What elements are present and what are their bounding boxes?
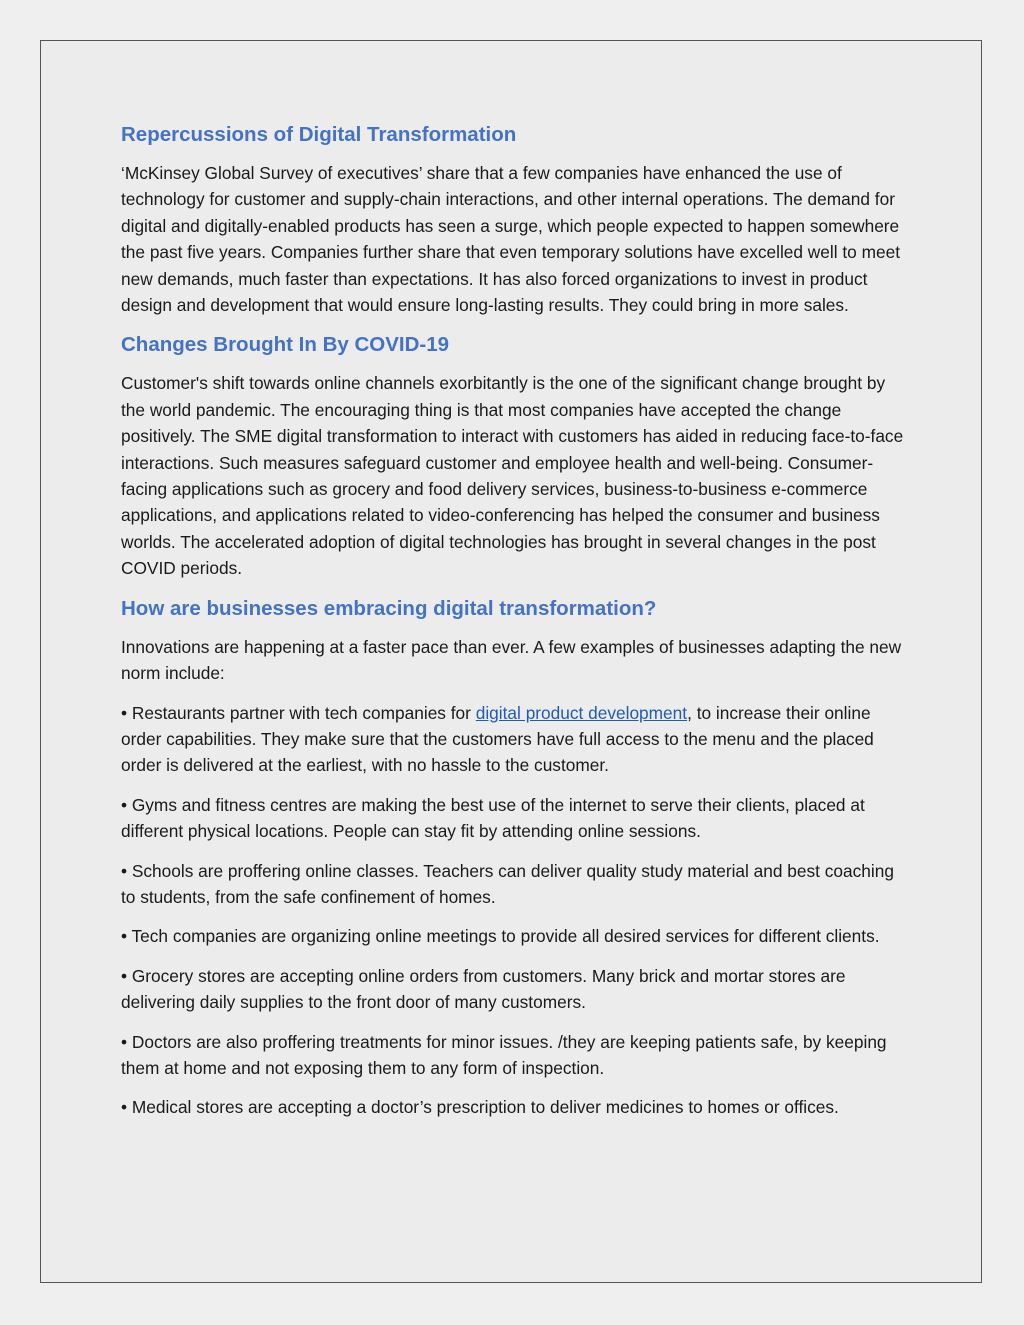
section-repercussions [121, 121, 911, 318]
page-frame [40, 40, 982, 1283]
body-paragraph: ‘McKinsey Global Survey of executives’ share that a few companies have enhanced the use of technology for customer and supply-chain interactions, and other internal operations. The demand for digital and digitally-enabled products has seen a surge, which people expected to happen somewhere the past five years. Companies further share that even temporary solutions have excelled well to meet new demands, much faster than expectations. It has also forced organizations to invest in product design and development that would ensure long-lasting results. They could bring in more sales. [121, 163, 901, 316]
section-embracing-transformation [121, 595, 911, 1121]
section-heading: Repercussions of Digital Transformation [121, 123, 517, 146]
digital-product-development-link[interactable]: digital product development [475, 702, 688, 723]
bullet-item: • Tech companies are organizing online meetings to provide all desired services for different clients. [121, 926, 880, 947]
section-heading: Changes Brought In By COVID-19 [121, 333, 450, 357]
intro-paragraph: Innovations are happening at a faster pace than ever. A few examples of businesses adapting the new norm include: [121, 636, 902, 684]
section-heading: How are businesses embracing digital transformation? [121, 596, 657, 620]
bullet-text: • Restaurants partner with tech companies for [121, 702, 476, 723]
bullet-item: • Grocery stores are accepting online orders from customers. Many brick and mortar stores are delivering daily supplies to the front door of many customers. [121, 965, 846, 1013]
section-covid-changes [121, 331, 911, 581]
bullet-text: , to increase their online order capabilities. They make sure that the customers have full access to the menu and the placed order is delivered at the earliest, with no hassle to the customer. [121, 702, 874, 776]
bullet-item: • Doctors are also proffering treatments for minor issues. /they are keeping patients safe, by keeping them at home and not exposing them to any form of inspection. [121, 1031, 887, 1078]
bullet-item [121, 700, 911, 779]
bullet-item: • Medical stores are accepting a doctor’s prescription to deliver medicines to homes or offices. [121, 1097, 839, 1118]
document-content [121, 121, 911, 1134]
body-paragraph: Customer's shift towards online channels exorbitantly is the one of the significant change brought by the world pandemic. The encouraging thing is that most companies have accepted the change positively. The SME digital transformation to interact with customers has aided in reducing face-to-face interactions. Such measures safeguard customer and employee health and well-being. Consumer-facing applications such as grocery and food delivery services, business-to-business e-commerce applications, and applications related to video-conferencing has helped the consumer and business worlds. The accelerated adoption of digital technologies has brought in several changes in the post COVID periods. [121, 373, 904, 579]
bullet-item: • Gyms and fitness centres are making the best use of the internet to serve their clients, placed at different physical locations. People can stay fit by attending online sessions. [121, 794, 865, 842]
bullet-item: • Schools are proffering online classes. Teachers can deliver quality study material and best coaching to students, from the safe confinement of homes. [121, 860, 894, 907]
